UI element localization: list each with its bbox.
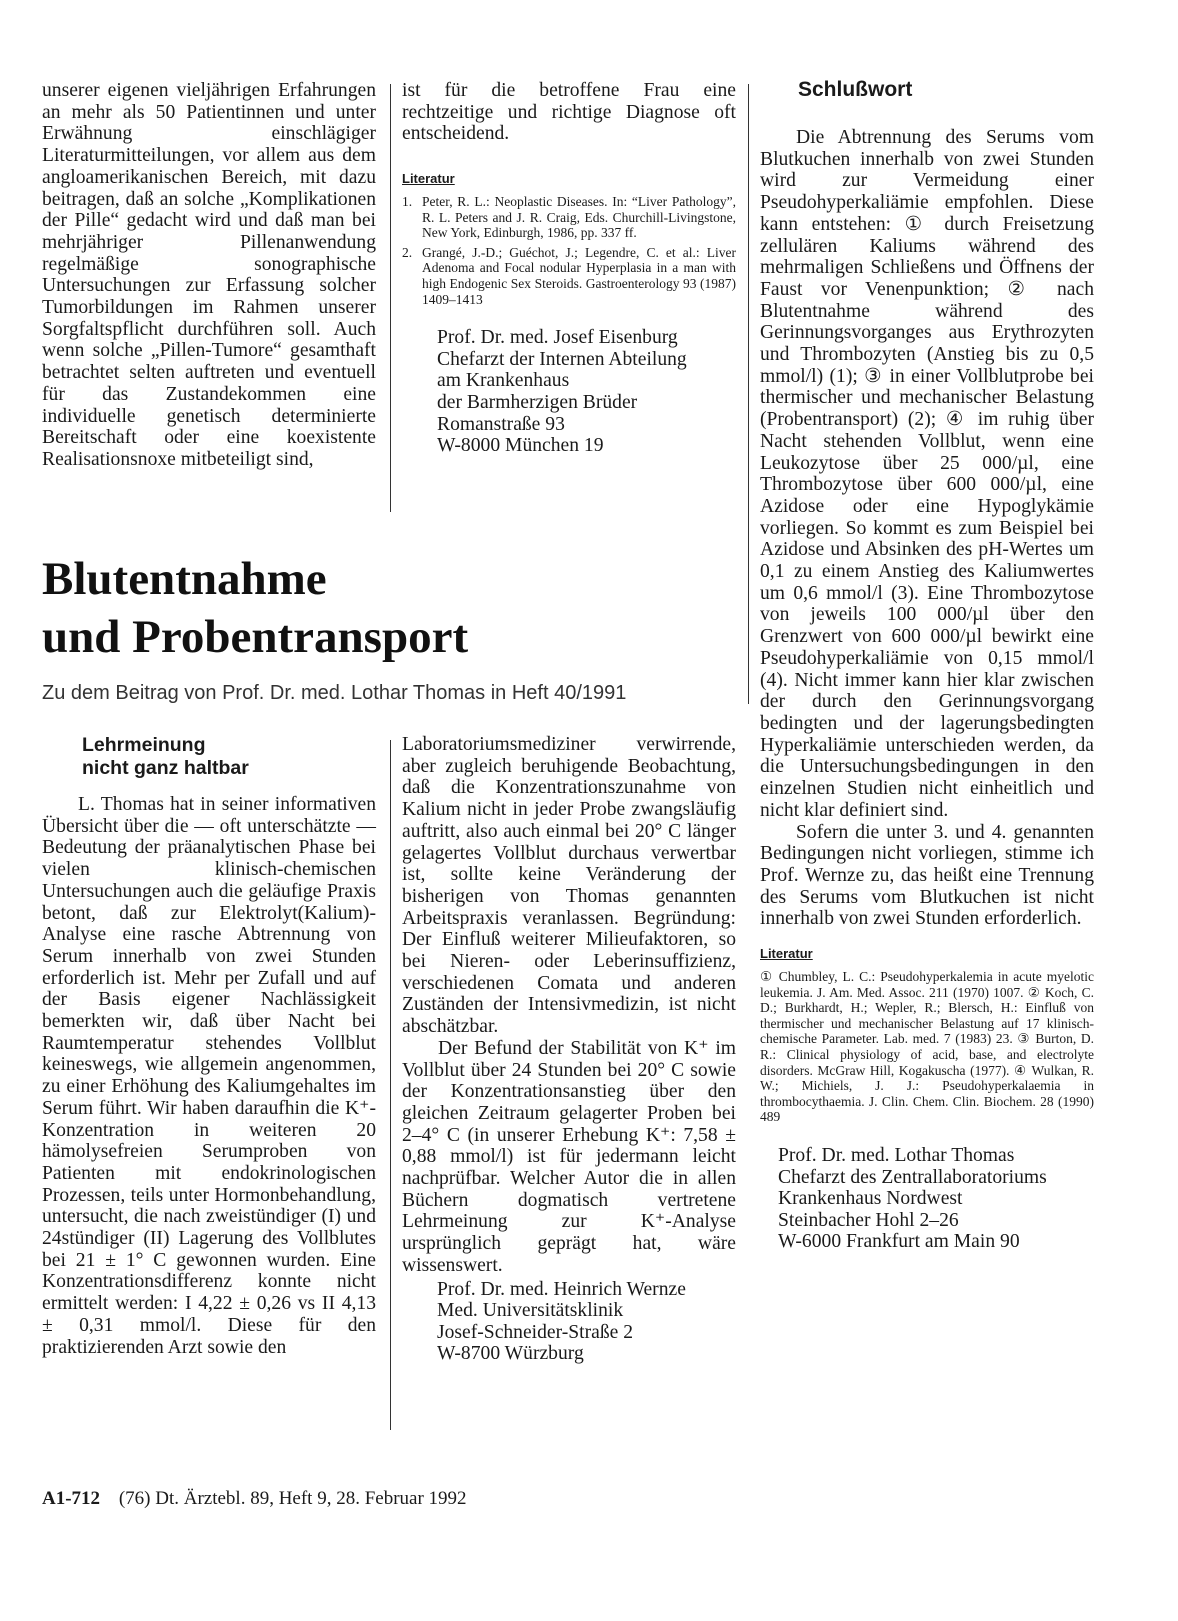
article-paragraph: Laboratoriumsmediziner verwirrende, aber zugleich beruhigende Beobachtung, daß die Konzentrationszunahme von Kalium nicht in jeder Probe zwangsläufig auftritt, also auch einmal bei 20° C länger gelagertes Vollblut durchaus verwertbar ist, sollte keine Veränderung der bisherigen von Thomas genannten Arbeitspraxis veranlassen. Begründung: Der Einfluß weiterer Milieufaktoren, so bei Nieren- oder Leberinsuffizienz, verschiedenen Comata und anderen Zuständen der Intensivmedizin, ist nicht abschätzbar. (402, 734, 736, 1038)
article-title-line: Blutentnahme (42, 553, 327, 605)
article-title-line: und Probentransport (42, 611, 469, 663)
column-divider (390, 740, 391, 1430)
section-heading-line: Lehrmeinung (82, 734, 206, 756)
schlusswort-heading: Schlußwort (798, 78, 913, 101)
article-col2 (402, 734, 736, 1365)
article-paragraph: L. Thomas hat in seiner informativen Übersicht über die — oft unterschätzte — Bedeutung der präanalytischen Phase bei vielen klinisch-chemischen Untersuchungen auch die geläufige Praxis betont, daß zur Elektrolyt(Kalium)-Analyse eine rasche Abtrennung von Serum innerhalb von zwei Stunden erforderlich ist. Mehr per Zufall und auf der Basis eigener Nachlässigkeit bemerkten wir, daß über Nacht bei Raumtemperatur stehendes Vollblut keineswegs, wie allgemein angenommen, zu einer Erhöhung des Kaliumgehaltes im Serum führt. Wir haben daraufhin die K⁺-Konzentration in weiteren 20 hämolysefreien Serumproben von Patienten mit endokrinologischen Prozessen, teils unter Hormonbehandlung, untersucht, die nach zweistündiger (I) und 24stündiger (II) Lagerung des Vollblutes bei 21 ± 1° C gewonnen wurden. Eine Konzentrationsdifferenz konnte nicht ermittelt werden: I 4,22 ± 0,26 vs II 4,13 ± 0,31 mmol/l. Diese für den praktizierenden Arzt sowie den (42, 794, 376, 1358)
address-line: W-8700 Würzburg (437, 1343, 584, 1365)
column-divider (390, 84, 391, 512)
article-col1-text (42, 794, 376, 1358)
address-line: Chefarzt der Internen Abteilung (437, 348, 687, 370)
schlusswort-paragraph: Sofern die unter 3. und 4. genannten Bedingungen nicht vorliegen, stimme ich Prof. Wernze zu, das heißt eine Trennung des Serums vom Blutkuchen ist nicht innerhalb von zwei Stunden erforderlich. (760, 821, 1094, 930)
author-address (760, 1145, 1094, 1253)
reference-number: 1. (402, 194, 413, 210)
address-line: Steinbacher Hohl 2–26 (778, 1209, 959, 1231)
reference-item (402, 194, 736, 241)
address-line: Romanstraße 93 (437, 413, 565, 435)
reference-text: Grangé, J.-D.; Guéchot, J.; Legendre, C. et al.: Liver Adenoma and Focal nodular Hyperplasia in a man with high Endogenic Sex Steroids. Gastroenterology 93 (1987) 1409–1413 (422, 244, 736, 307)
address-line: W-8000 München 19 (437, 435, 604, 457)
schlusswort-body (760, 127, 1094, 930)
address-line: Prof. Dr. med. Heinrich Wernze (437, 1278, 686, 1300)
literatur-heading: Literatur (760, 946, 813, 962)
address-line: der Barmherzigen Brüder (437, 392, 638, 414)
top-col1-paragraph: unserer eigenen vieljährigen Erfahrungen an mehr als 50 Patientinnen und unter Erwähnung einschlägiger Literaturmitteilungen, vor allem aus dem angloamerikanischen Bereich, mit dazu beitragen, daß an solche „Komplikationen der Pille“ gedacht wird und daß man bei mehrjähriger Pillenanwendung regelmäßige sonographische Untersuchungen zur Erfassung solcher Tumorbildungen im Rahmen unserer Sorgfaltspflicht durchführen soll. Auch wenn solche „Pillen-Tumore“ gesamthaft betrachtet selten auftreten und eventuell für das Zustandekommen eine individuelle genetisch determinierte Bereitschaft oder eine koexistente Realisationsnoxe mitbeteiligt sind, (42, 80, 376, 470)
address-line: am Krankenhaus (437, 370, 570, 392)
right-column (760, 78, 1094, 1253)
reference-text: Peter, R. L.: Neoplastic Diseases. In: “Liver Pathology”, R. L. Peters and J. R. Craig, Eds. Churchill-Livingstone, New York, Edinburgh, 1986, pp. 337 ff. (422, 194, 736, 241)
top-col2 (402, 80, 736, 457)
address-line: Krankenhaus Nordwest (778, 1188, 963, 1210)
article-subtitle: Zu dem Beitrag von Prof. Dr. med. Lothar Thomas in Heft 40/1991 (42, 682, 627, 704)
author-address (402, 1279, 736, 1365)
article-col1 (42, 734, 376, 1358)
address-line: Chefarzt des Zentrallaboratoriums (778, 1166, 1047, 1188)
page-code: A1-712 (42, 1488, 101, 1509)
section-heading (42, 734, 376, 780)
section-heading-line: nicht ganz haltbar (82, 757, 249, 779)
address-line: Josef-Schneider-Straße 2 (437, 1321, 634, 1343)
article-col2-text (402, 734, 736, 1277)
author-address (402, 327, 736, 457)
address-line: Prof. Dr. med. Josef Eisenburg (437, 327, 678, 349)
address-line: Med. Universitätsklinik (437, 1300, 624, 1322)
page-footer (42, 1488, 467, 1510)
reference-item (402, 245, 736, 307)
reference-number: 2. (402, 244, 413, 260)
article-paragraph: Der Befund der Stabilität von K⁺ im Vollblut über 24 Stunden bei 20° C sowie der Konzentrationsanstieg über den gleichen Zeitraum gelagerter Proben bei 2–4° C (in unserer Erhebung K⁺: 7,58 ± 0,88 mmol/l) ist für jedermann leicht nachprüfbar. Welcher Autor die in allen Büchern dogmatisch vertretene Lehrmeinung zur K⁺-Analyse ursprünglich geprägt hat, wäre wissenswert. (402, 1037, 736, 1276)
address-line: W-6000 Frankfurt am Main 90 (778, 1231, 1020, 1253)
literatur-heading: Literatur (402, 171, 455, 187)
reference-list (402, 194, 736, 307)
schlusswort-paragraph: Die Abtrennung des Serums vom Blutkuchen innerhalb von zwei Stunden wird zur Vermeidung einer Pseudohyperkaliämie empfohlen. Diese kann entstehen: ① durch Freisetzung zellulären Kaliums während des mehrmaligen Schließens und Öffnens der Faust vor Venenpunktion; ② nach Blutentnahme während des Gerinnungsvorganges aus Erythrozyten und Thrombozyten (Anstieg bis zu 0,5 mmol/l) (1); ③ in einer Vollblutprobe bei thermischer und mechanischer Belastung (Probentransport) (2); ④ im ruhig über Nacht stehenden Vollblut, wenn eine Leukozytose über 25 000/µl, eine Thrombozytose über 600 000/µl, eine Azidose oder eine Hypoglykämie vorliegen. So kommt es zum Beispiel bei Azidose und Absinken des pH-Wertes um 0,1 zu einem Anstieg des Kaliumwertes um 0,6 mmol/l (3). Eine Thrombozytose von jeweils 100 000/µl über den Grenzwert von 600 000/µl bewirkt eine Pseudohyperkaliämie von 0,15 mmol/l (4). Nicht immer kann hier klar zwischen der durch den Gerinnungsvorgang bedingten und der lagerungsbedingten Hyperkaliämie unterschieden werden, da die Untersuchungsbedingungen in den einzelnen Studien nicht einheitlich und nicht klar definiert sind. (760, 127, 1094, 821)
journal-citation: (76) Dt. Ärztebl. 89, Heft 9, 28. Februar 1992 (118, 1488, 467, 1509)
top-col1-text (42, 80, 376, 510)
article-title (42, 550, 742, 666)
address-line: Prof. Dr. med. Lothar Thomas (778, 1144, 1015, 1166)
reference-block: ① Chumbley, L. C.: Pseudohyperkalemia in acute myelotic leukemia. J. Am. Med. Assoc. 211 (1970) 1007. ② Koch, C. D.; Burkhardt, H.; Wepler, R.; Blersch, H.: Einfluß von thermischer und mechanischer Belastung auf 17 klinisch-chemische Parameter. Lab. med. 7 (1983) 23. ③ Burton, D. R.: Clinical physiology of acid, base, and electrolyte disorders. McGraw Hill, Kogakuscha (1977). ④ Wulkan, R. W.; Michiels, J. J.: Pseudohyperkalaemia in thrombocythaemia. J. Clin. Chem. Clin. Biochem. 28 (1990) 489 (760, 969, 1094, 1125)
top-col2-text: ist für die betroffene Frau eine rechtzeitige und richtige Diagnose oft entscheidend. (402, 80, 736, 145)
column-divider (748, 84, 749, 704)
